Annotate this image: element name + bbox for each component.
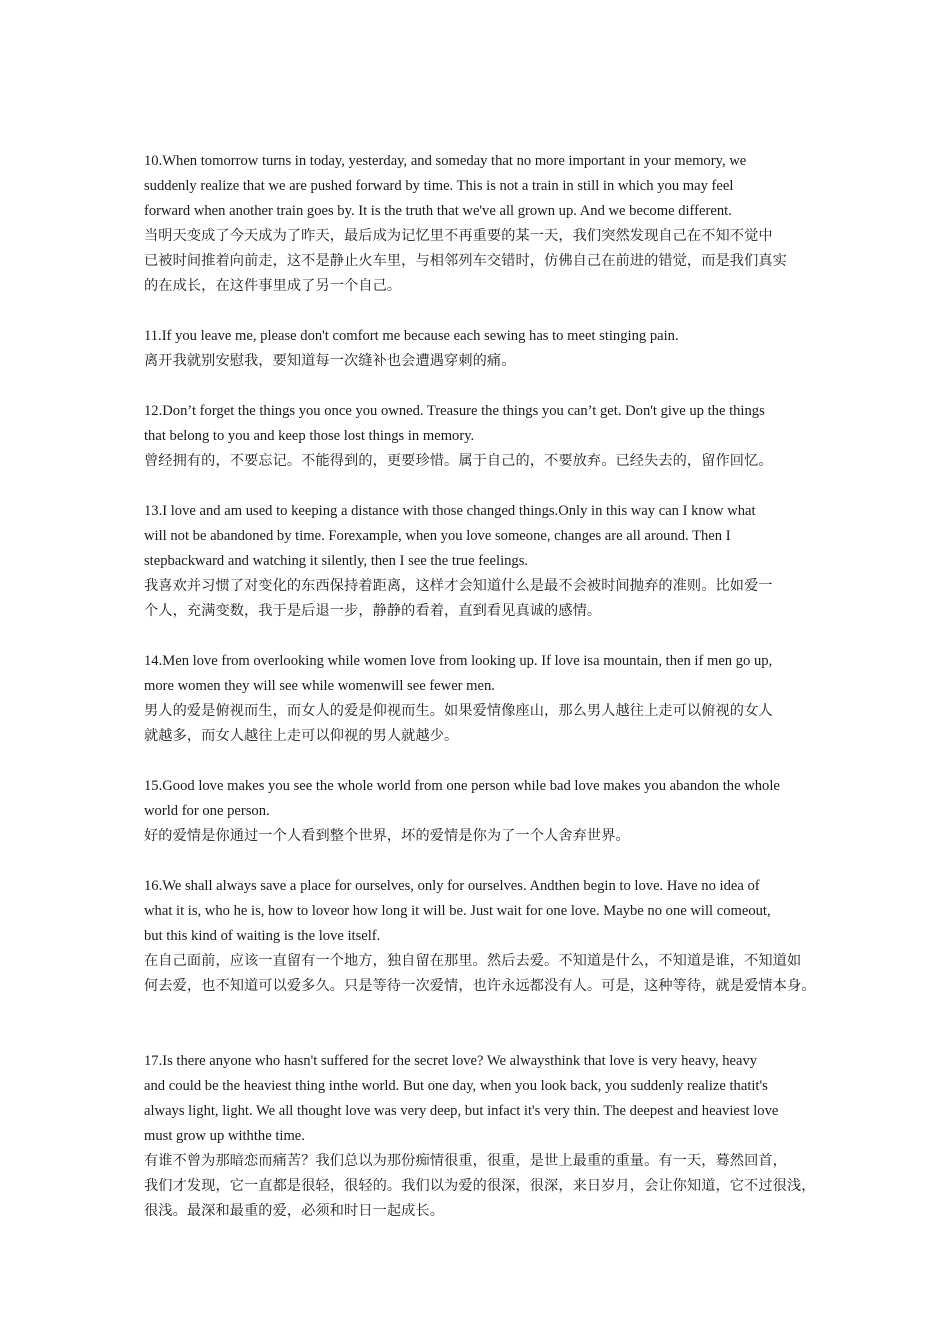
chinese-line: 的在成长，在这件事里成了另一个自己。 [144, 278, 402, 294]
english-line: world for one person. [144, 803, 270, 819]
english-line: 12.Don’t forget the things you once you owned. Treasure the things you can’t get. Don't give up the things [144, 403, 765, 419]
chinese-line: 我喜欢并习惯了对变化的东西保持着距离，这样才会知道什么是最不会被时间抛弃的准则。比如爱一 [144, 578, 773, 594]
english-line: 11.If you leave me, please don't comfort me because each sewing has to meet stinging pain. [144, 328, 679, 344]
english-line: and could be the heaviest thing inthe world. But one day, when you look back, you suddenly realize thatit's [144, 1078, 768, 1094]
chinese-line: 离开我就别安慰我，要知道每一次缝补也会遭遇穿刺的痛。 [144, 353, 516, 369]
chinese-line: 我们才发现，它一直都是很轻，很轻的。我们以为爱的很深，很深，来日岁月，会让你知道，它不过很浅， [144, 1178, 816, 1194]
chinese-line: 有谁不曾为那暗恋而痛苦？我们总以为那份痴情很重，很重，是世上最重的重量。有一天，蓦然回首， [144, 1153, 787, 1169]
english-line: 10.When tomorrow turns in today, yesterday, and someday that no more important in your memory, we [144, 153, 747, 169]
english-line: 16.We shall always save a place for ourselves, only for ourselves. Andthen begin to love. Have no idea of [144, 878, 760, 894]
english-line: 13.I love and am used to keeping a distance with those changed things.Only in this way can I know what [144, 503, 756, 519]
english-line: always light, light. We all thought love was very deep, but infact it's very thin. The deepest and heaviest love [144, 1103, 779, 1119]
english-line: but this kind of waiting is the love itself. [144, 928, 381, 944]
english-line: suddenly realize that we are pushed forward by time. This is not a train in still in which you may feel [144, 178, 734, 194]
document-body [144, 149, 824, 1249]
english-line: must grow up withthe time. [144, 1128, 305, 1144]
english-line: 17.Is there anyone who hasn't suffered for the secret love? We alwaysthink that love is very heavy, heavy [144, 1053, 758, 1069]
english-line: that belong to you and keep those lost things in memory. [144, 428, 475, 444]
chinese-line: 何去爱，也不知道可以爱多久。只是等待一次爱情，也许永远都没有人。可是，这种等待，就是爱情本身。 [144, 978, 816, 994]
english-line: what it is, who he is, how to loveor how long it will be. Just wait for one love. Maybe no one will comeout, [144, 903, 771, 919]
chinese-line: 就越多，而女人越往上走可以仰视的男人就越少。 [144, 728, 459, 744]
english-line: stepbackward and watching it silently, then I see the true feelings. [144, 553, 529, 569]
chinese-line: 很浅。最深和最重的爱，必须和时日一起成长。 [144, 1203, 445, 1219]
chinese-line: 男人的爱是俯视而生，而女人的爱是仰视而生。如果爱情像座山，那么男人越往上走可以俯视的女人 [144, 703, 773, 719]
quote-entry-14 [144, 649, 824, 749]
quote-entry-11 [144, 324, 824, 374]
quote-entry-16 [144, 874, 824, 999]
chinese-line: 曾经拥有的，不要忘记。不能得到的，更要珍惜。属于自己的，不要放弃。已经失去的，留作回忆。 [144, 453, 773, 469]
chinese-line: 个人，充满变数，我于是后退一步，静静的看着，直到看见真诚的感情。 [144, 603, 602, 619]
english-line: 15.Good love makes you see the whole world from one person while bad love makes you abandon the whole [144, 778, 780, 794]
quote-entry-17 [144, 1049, 824, 1224]
quote-entry-10 [144, 149, 824, 299]
english-line: will not be abandoned by time. Forexample, when you love someone, changes are all around. Then I [144, 528, 731, 544]
english-line: more women they will see while womenwill see fewer men. [144, 678, 495, 694]
quote-entry-13 [144, 499, 824, 624]
chinese-line: 当明天变成了今天成为了昨天，最后成为记忆里不再重要的某一天，我们突然发现自己在不知不觉中 [144, 228, 773, 244]
chinese-line: 好的爱情是你通过一个人看到整个世界，坏的爱情是你为了一个人舍弃世界。 [144, 828, 630, 844]
quote-entry-12 [144, 399, 824, 474]
chinese-line: 已被时间推着向前走，这不是静止火车里，与相邻列车交错时，仿佛自己在前进的错觉，而是我们真实 [144, 253, 787, 269]
chinese-line: 在自己面前，应该一直留有一个地方，独自留在那里。然后去爱。不知道是什么，不知道是谁，不知道如 [144, 953, 802, 969]
english-line: 14.Men love from overlooking while women love from looking up. If love isa mountain, then if men go up, [144, 653, 773, 669]
english-line: forward when another train goes by. It is the truth that we've all grown up. And we become different. [144, 203, 732, 219]
quote-entry-15 [144, 774, 824, 849]
